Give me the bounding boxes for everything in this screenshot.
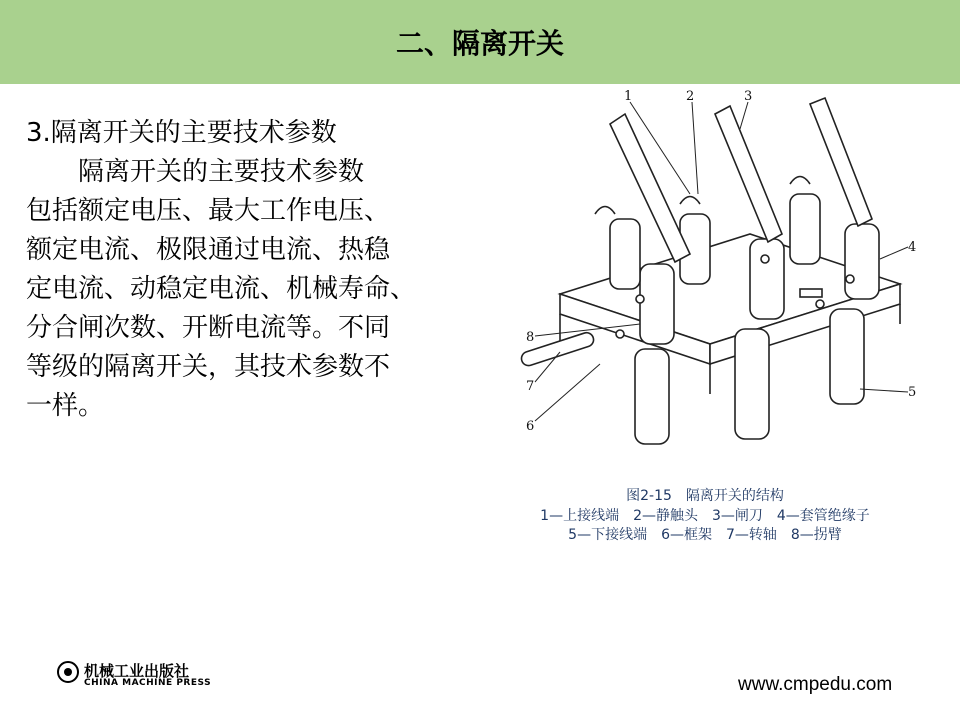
text-line: 隔离开关的主要技术参数 — [26, 157, 365, 187]
label-3: 3 — [744, 89, 753, 104]
publisher-name-en: CHINA MACHINE PRESS — [84, 678, 212, 688]
label-6: 6 — [526, 419, 535, 434]
publisher-name-cn: 机械工业出版社 — [84, 662, 190, 680]
text-line: 3.隔离开关的主要技术参数 — [26, 118, 337, 148]
slide-title: 二、隔离开关 — [395, 27, 564, 60]
body-text — [26, 114, 466, 426]
text-line: 等级的隔离开关，其技术参数不 — [26, 352, 391, 382]
publisher-url[interactable]: www.cmpedu.com — [738, 674, 893, 695]
label-5: 5 — [908, 385, 917, 400]
header-bar — [0, 0, 960, 84]
figure-caption-line2: 5—下接线端 6—框架 7—转轴 8—拐臂 — [568, 527, 842, 543]
disconnector-structure-figure — [520, 84, 940, 484]
disconnector-drawing — [520, 84, 940, 484]
label-1: 1 — [624, 89, 633, 104]
text-line: 分合闸次数、开断电流等。不同 — [26, 313, 391, 343]
text-line: 定电流、动稳定电流、机械寿命、 — [26, 274, 417, 304]
label-2: 2 — [686, 89, 695, 104]
figure-caption-line1: 1—上接线端 2—静触头 3—闸刀 4—套管绝缘子 — [540, 508, 870, 524]
label-7: 7 — [526, 379, 535, 394]
label-4: 4 — [908, 240, 917, 255]
text-line: 一样。 — [26, 391, 105, 421]
label-8: 8 — [526, 330, 535, 345]
figure-caption-title: 图2-15 隔离开关的结构 — [626, 488, 784, 504]
publisher-logo — [56, 660, 226, 692]
text-line: 包括额定电压、最大工作电压、 — [26, 196, 391, 226]
text-line: 额定电流、极限通过电流、热稳 — [26, 235, 391, 265]
publisher-emblem-icon — [56, 660, 80, 684]
